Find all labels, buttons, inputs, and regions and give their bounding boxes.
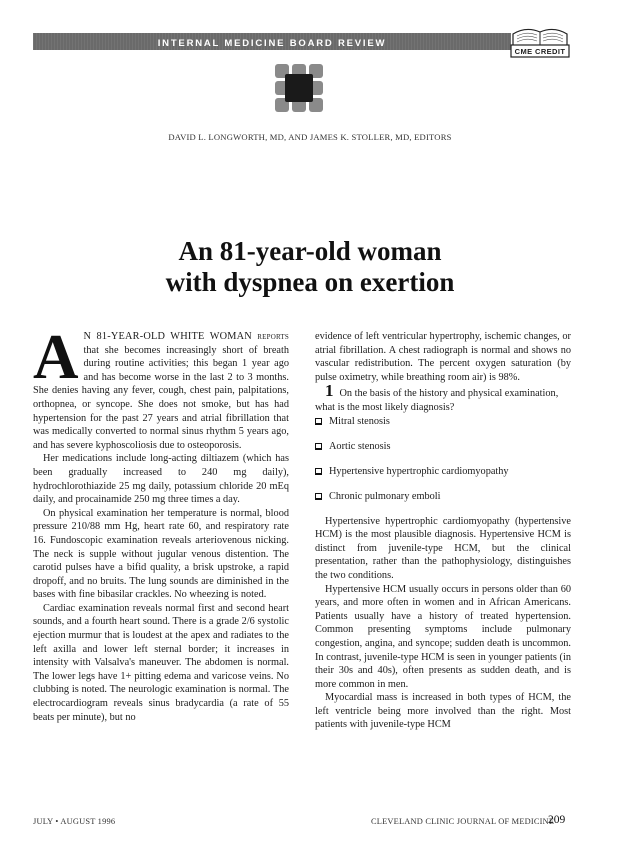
article-title xyxy=(0,236,620,298)
drop-cap: A xyxy=(33,322,79,392)
answer-option[interactable] xyxy=(315,415,571,428)
answer-options xyxy=(315,415,571,503)
footer-journal-name: CLEVELAND CLINIC JOURNAL OF MEDICINE xyxy=(371,817,555,826)
cme-credit-label: CME CREDIT xyxy=(514,47,566,56)
answer-option-label: Aortic stenosis xyxy=(329,440,391,452)
lead-in-text: N 81-YEAR-OLD WHITE WOMAN reports xyxy=(83,331,289,342)
right-column xyxy=(315,330,571,732)
answer-option-label: Chronic pulmonary emboli xyxy=(329,490,441,502)
case-paragraph-5: evidence of left ventricular hypertrophy, ischemic changes, or atrial fibrillation. A chest radiograph is normal and shows no vascular redistribution. The percent oxygen saturation (by pulse oximetry, while breathing room air) is 98%. xyxy=(315,331,571,383)
answer-paragraph-1: Hypertensive hypertrophic cardiomyopathy (hypertensive HCM) is the most plausible diagnosis. Hypertensive HCM is distinct from juvenile-type HCM, but the clinical presentation, rather than the pathophysiology, distinguishes the two conditions. xyxy=(315,515,571,581)
question-text: On the basis of the history and physical examination, what is the most likely diagnosis? xyxy=(315,388,559,413)
case-paragraph-3: On physical examination her temperature is normal, blood pressure 210/88 mm Hg, heart rate 60, and respiratory rate 16. Fundoscopic examination reveals arteriovenous nicking. The neck is supple without jugular venous distention. The carotid pulses have a bifid quality, a brisk upstroke, a rapid dropoff, and no bruits. The lung sounds are diminished in the bases with fine bibasilar crackles. No wheezing is noted. xyxy=(33,507,289,601)
question-1 xyxy=(315,381,571,414)
answer-option-label: Hypertensive hypertrophic cardiomyopathy xyxy=(329,465,509,477)
case-paragraph-2: Her medications include long-acting diltiazem (which has been gradually increased to 240 mg daily), hydrochlorothiazide 25 mg daily, potassium chloride 20 mEq daily, and procainamide 250 mg three times a day. xyxy=(33,453,289,506)
checkbox-icon[interactable] xyxy=(315,493,322,500)
title-line-1: An 81-year-old woman xyxy=(178,236,442,266)
case-paragraph-4: Cardiac examination reveals normal first and second heart sounds, and a fourth heart sound. There is a grade 2/6 systolic ejection murmur that is loudest at the apex and radiates to the left axilla and lower left sternal border; it increases in intensity with Valsalva's maneuver. The abdomen is normal. The lower legs have 1+ pitting edema and varicose veins. No clubbing is noted. The neurologic examination is normal. The electrocardiogram reveals sinus bradycardia (a rate of 55 beats per minute), but no xyxy=(33,602,289,723)
footer-issue-date: JULY • AUGUST 1996 xyxy=(33,817,116,826)
answer-paragraph-3: Myocardial mass is increased in both types of HCM, the left ventricle being more involved than the right. Most patients with juvenile-type HCM xyxy=(315,692,571,731)
case-paragraph-1 xyxy=(33,322,289,452)
section-logo-icon xyxy=(273,62,325,114)
answer-option-label: Mitral stenosis xyxy=(329,415,390,427)
title-line-2: with dyspnea on exertion xyxy=(165,267,455,297)
page-number: 209 xyxy=(548,814,566,826)
section-banner xyxy=(33,33,511,50)
checkbox-icon[interactable] xyxy=(315,443,322,450)
question-number: 1 xyxy=(325,381,334,401)
checkbox-icon[interactable] xyxy=(315,468,322,475)
checkbox-icon[interactable] xyxy=(315,418,322,425)
cme-credit-badge xyxy=(509,22,571,60)
answer-option[interactable] xyxy=(315,440,571,453)
answer-option[interactable] xyxy=(315,465,571,478)
editors-line: DAVID L. LONGWORTH, MD, AND JAMES K. STOLLER, MD, EDITORS xyxy=(168,132,452,142)
banner-title: INTERNAL MEDICINE BOARD REVIEW xyxy=(157,38,387,49)
left-column xyxy=(33,322,289,724)
case-paragraph-1-text: that she becomes increasingly short of breath during routine activities; this began 1 year ago and has become worse in the last 2 to 3 months. She denies having any fever, cough, chest pain, palpitations, orthopnea, or syncope. She does not smoke, but has had hypertension for the past 27 years and atrial fibrillation that was medically converted to normal sinus rhythm 5 years ago, and has severe kyphoscoliosis due to osteoporosis. xyxy=(33,344,289,451)
answer-paragraph-2: Hypertensive HCM usually occurs in persons older than 60 years, and more often in women and in African Americans. Patients usually have a history of treated hypertension. Common presenting symptoms include pulmonary congestion, angina, and syncope; sudden death is uncommon. In contrast, juvenile-type HCM is seen in younger patients (in their 30s and 40s), often presents as sudden death, and is more common in men. xyxy=(315,583,571,690)
answer-option[interactable] xyxy=(315,490,571,503)
